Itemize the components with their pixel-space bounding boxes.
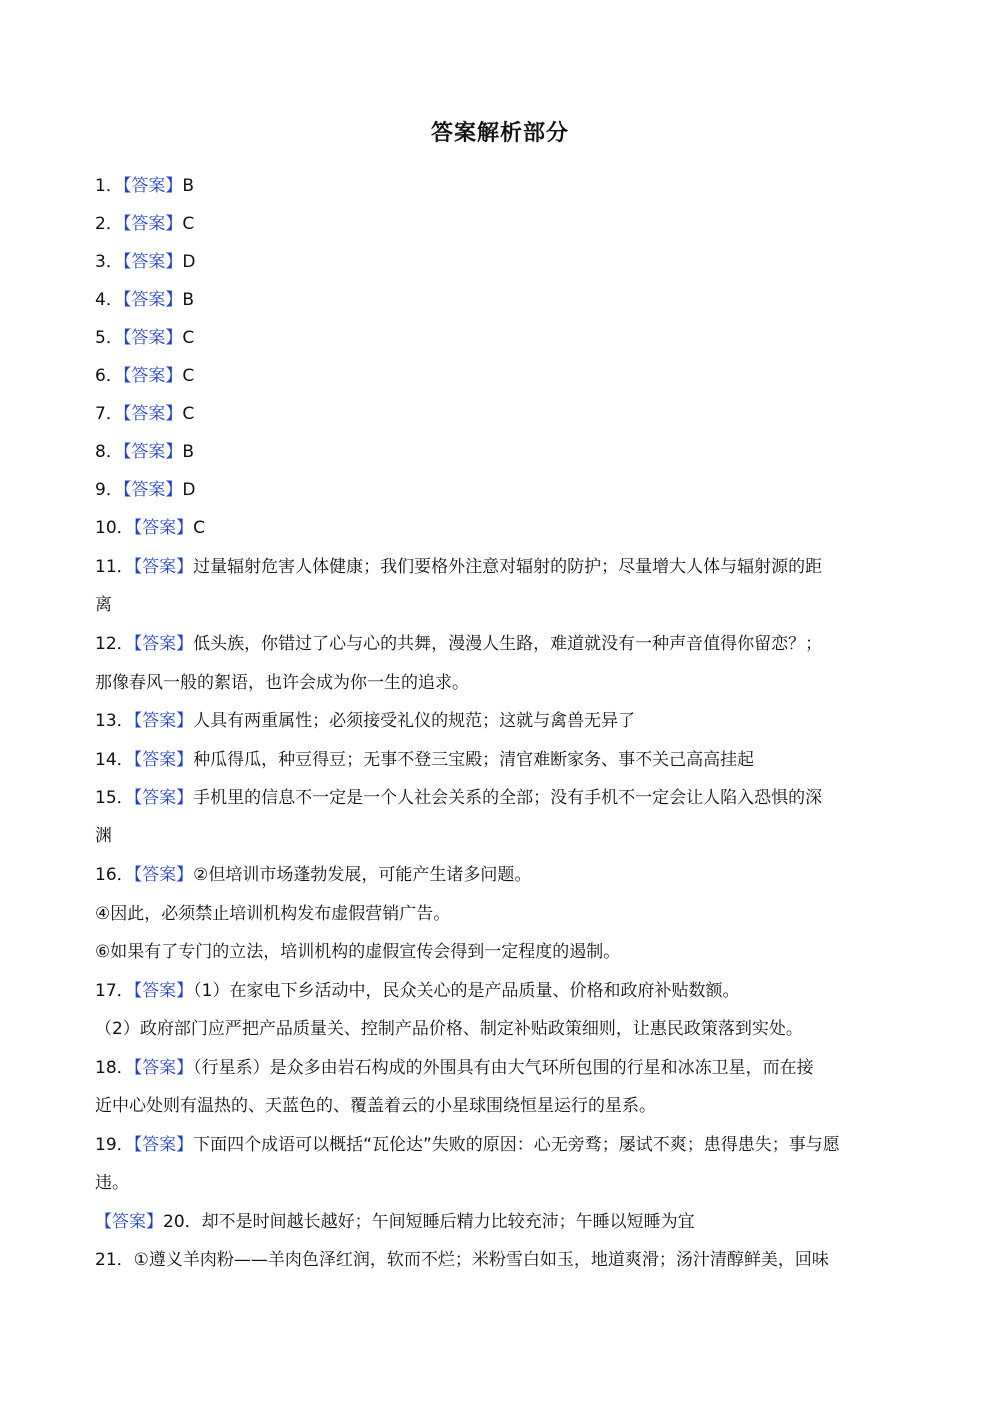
answer-line: 13．【答案】人具有两重属性；必须接受礼仪的规范；这就与禽兽无异了 <box>95 711 636 731</box>
answer-line: 4．【答案】B <box>95 290 194 310</box>
answer-continuation: ⑥如果有了专门的立法，培训机构的虚假宣传会得到一定程度的遏制。 <box>95 942 621 962</box>
answer-tag: 【答案】 <box>122 404 183 424</box>
answer-line: 【答案】20．却不是时间越长越好；午间短睡后精力比较充沛；午睡以短睡为宜 <box>95 1212 695 1232</box>
answer-tag: 【答案】 <box>133 1058 194 1078</box>
answer-continuation: ④因此，必须禁止培训机构发布虚假营销广告。 <box>95 904 451 924</box>
answer-line: 16．【答案】②但培训市场蓬勃发展，可能产生诸多问题。 <box>95 865 532 885</box>
answer-tag: 【答案】 <box>122 214 183 234</box>
answer-line: 11．【答案】过量辐射危害人体健康；我们要格外注意对辐射的防护；尽量增大人体与辐射源的距 <box>95 557 823 577</box>
answer-line: 7．【答案】C <box>95 404 195 424</box>
answer-line: 17．【答案】（1）在家电下乡活动中，民众关心的是产品质量、价格和政府补贴数额。 <box>95 981 740 1001</box>
page-title: 答案解析部分 <box>430 121 569 146</box>
answer-line: 9．【答案】D <box>95 480 196 500</box>
answer-tag: 【答案】 <box>122 480 183 500</box>
answer-line: 14．【答案】种瓜得瓜，种豆得豆；无事不登三宝殿；清官难断家务、事不关己高高挂起 <box>95 750 755 770</box>
answer-line: 8．【答案】B <box>95 442 194 462</box>
answer-tag: 【答案】 <box>133 634 194 654</box>
answer-continuation: （2）政府部门应严把产品质量关、控制产品价格、制定补贴政策细则，让惠民政策落到实处。 <box>95 1019 803 1039</box>
answer-line: 5．【答案】C <box>95 328 195 348</box>
answer-tag: 【答案】 <box>133 711 194 731</box>
answer-tag: 【答案】 <box>133 1135 194 1155</box>
answer-continuation: 违。 <box>95 1173 129 1193</box>
answer-tag: 【答案】 <box>122 442 183 462</box>
answer-line: 3．【答案】D <box>95 252 196 272</box>
answer-line: 21．①遵义羊肉粉——羊肉色泽红润，软而不烂；米粉雪白如玉，地道爽滑；汤汁清醇鲜美，回味 <box>95 1250 829 1270</box>
answer-line: 2．【答案】C <box>95 214 195 234</box>
answer-continuation: 离 <box>95 595 112 615</box>
answer-tag: 【答案】 <box>122 252 183 272</box>
answer-tag: 【答案】 <box>122 290 183 310</box>
answer-tag: 【答案】 <box>122 366 183 386</box>
answer-line: 10．【答案】C <box>95 518 206 538</box>
answer-continuation: 近中心处则有温热的、天蓝色的、覆盖着云的小星球围绕恒星运行的星系。 <box>95 1096 656 1116</box>
answer-line: 12．【答案】低头族，你错过了心与心的共舞，漫漫人生路，难道就没有一种声音值得你留恋？； <box>95 634 823 654</box>
answer-tag: 【答案】 <box>133 788 194 808</box>
answer-tag: 【答案】 <box>133 750 194 770</box>
answer-tag: 【答案】 <box>133 981 194 1001</box>
answer-tag: 【答案】 <box>133 865 194 885</box>
answer-tag: 【答案】 <box>133 557 194 577</box>
answer-line: 19．【答案】下面四个成语可以概括“瓦伦达”失败的原因：心无旁骛；屡试不爽；患得患失；事与愿 <box>95 1135 840 1155</box>
answer-line: 6．【答案】C <box>95 366 195 386</box>
answer-continuation: 渊 <box>95 826 112 846</box>
answer-continuation: 那像春风一般的絮语，也许会成为你一生的追求。 <box>95 673 469 693</box>
answer-line: 1．【答案】B <box>95 176 194 196</box>
answer-tag: 【答案】 <box>122 176 183 196</box>
answer-line: 15．【答案】手机里的信息不一定是一个人社会关系的全部；没有手机不一定会让人陷入恐惧的深 <box>95 788 823 808</box>
answer-tag: 【答案】 <box>122 328 183 348</box>
answer-line: 18．【答案】（行星系）是众多由岩石构成的外围具有由大气环所包围的行星和冰冻卫星，而在接 <box>95 1058 814 1078</box>
answer-tag: 【答案】 <box>133 518 194 538</box>
answer-tag: 【答案】 <box>95 1212 163 1232</box>
